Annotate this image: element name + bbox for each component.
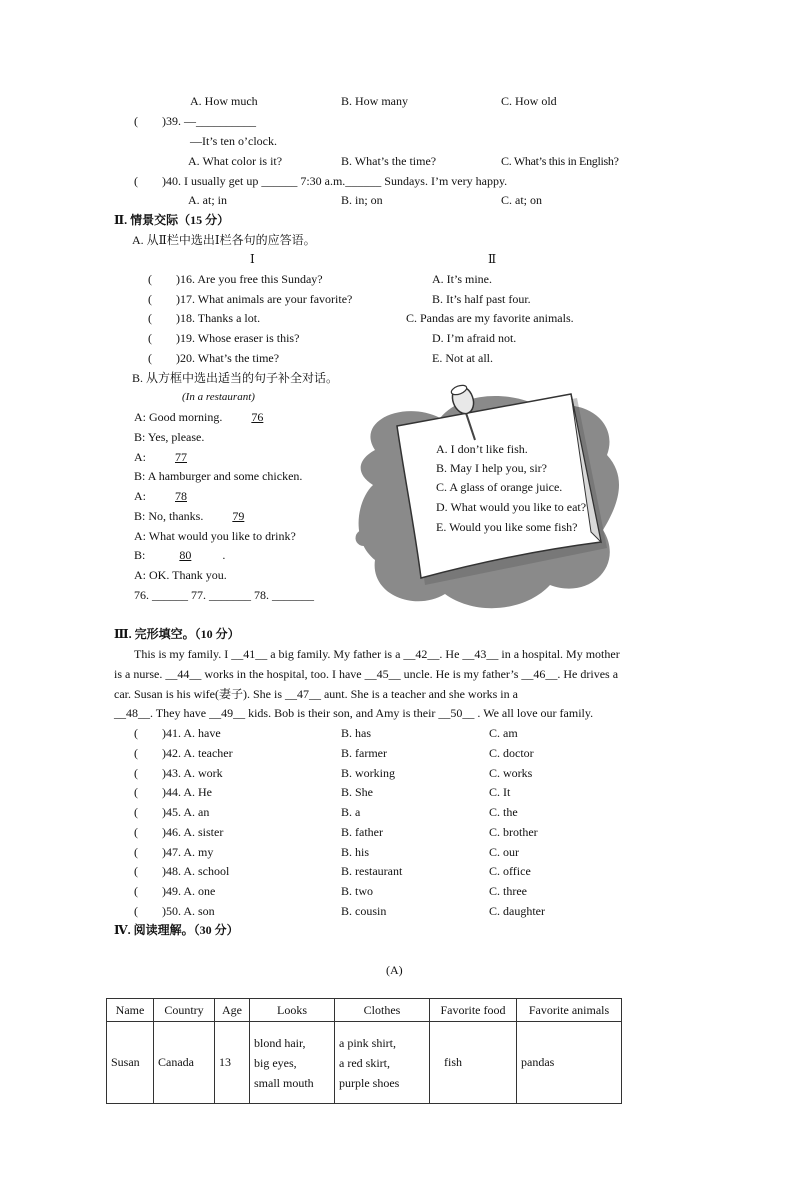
cloze-question: ( )50. A. son — [134, 904, 215, 918]
table-header: Age — [215, 999, 250, 1022]
table-cell-looks: blond hair, big eyes, small mouth — [250, 1022, 335, 1104]
section-4-title: Ⅳ. 阅读理解。（30 分） — [114, 923, 239, 937]
cloze-question: ( )46. A. sister — [134, 825, 224, 839]
cloze-option-b: B. his — [341, 845, 370, 859]
cloze-line: car. Susan is his wife(妻子). She is __47__ aunt. She is a teacher and she works in a — [114, 687, 518, 701]
q39-option-a: A. What color is it? — [188, 154, 283, 168]
table-header: Country — [154, 999, 215, 1022]
cloze-question: ( )42. A. teacher — [134, 746, 233, 760]
dialog-line: B: No, thanks. 79 — [134, 509, 270, 523]
q39-option-b: B. What’s the time? — [341, 154, 437, 168]
match-question: ( )17. What animals are your favorite? — [148, 292, 353, 306]
box-option: E. Would you like some fish? — [436, 520, 578, 534]
match-answer: A. It’s mine. — [432, 272, 492, 286]
match-question: ( )20. What’s the time? — [148, 351, 280, 365]
cloze-question: ( )45. A. an — [134, 805, 210, 819]
info-table — [106, 998, 622, 1104]
table-header: Looks — [250, 999, 335, 1022]
cloze-option-b: B. has — [341, 726, 371, 740]
dialog-line: A: OK. Thank you. — [134, 568, 227, 582]
q40-question: ( )40. I usually get up ______ 7:30 a.m.______ Sundays. I’m very happy. — [134, 174, 508, 188]
section-3-title: Ⅲ. 完形填空。（10 分） — [114, 627, 240, 641]
cloze-option-c: C. daughter — [489, 904, 545, 918]
match-question: ( )16. Are you free this Sunday? — [148, 272, 323, 286]
q38-option-a: A. How much — [190, 94, 258, 108]
table-cell-country: Canada — [154, 1022, 215, 1104]
dialog-line: A: 77 — [134, 450, 213, 464]
match-question: ( )19. Whose eraser is this? — [148, 331, 300, 345]
cloze-option-b: B. working — [341, 766, 395, 780]
q40-option-c: C. at; on — [501, 193, 542, 207]
table-header: Favorite animals — [517, 999, 622, 1022]
match-answer: D. I’m afraid not. — [432, 331, 517, 345]
dialog-line: B: A hamburger and some chicken. — [134, 469, 303, 483]
q39-reply: —It’s ten o’clock. — [190, 134, 277, 148]
cloze-question: ( )47. A. my — [134, 845, 214, 859]
box-option: D. What would you like to eat? — [436, 500, 587, 514]
table-cell-name: Susan — [107, 1022, 154, 1104]
section-2-title: Ⅱ. 情景交际（15 分） — [114, 213, 230, 227]
dialog-line: A: 78 — [134, 489, 213, 503]
q40-option-a: A. at; in — [188, 193, 227, 207]
section-2a-instruction: A. 从Ⅱ栏中选出Ⅰ栏各句的应答语。 — [132, 233, 316, 247]
cloze-question: ( )49. A. one — [134, 884, 216, 898]
dialog-blank: 78 — [175, 489, 187, 503]
cloze-option-c: C. works — [489, 766, 533, 780]
cloze-option-c: C. It — [489, 785, 511, 799]
cloze-option-b: B. cousin — [341, 904, 387, 918]
dialog-blank: 76 — [251, 410, 264, 424]
table-cell-food: fish — [430, 1022, 517, 1104]
cloze-question: ( )44. A. He — [134, 785, 212, 799]
cloze-line: This is my family. I __41__ a big family. My father is a __42__. He __43__ in a hospital. My mother — [134, 647, 620, 661]
cloze-line: is a nurse. __44__ works in the hospital, too. I have __45__ uncle. He is my father’s __46__. He drives a — [114, 667, 619, 681]
cloze-option-b: B. restaurant — [341, 864, 403, 878]
cloze-line: __48__. They have __49__ kids. Bob is their son, and Amy is their __50__ . We all love our family. — [114, 706, 594, 720]
table-header: Name — [107, 999, 154, 1022]
table-header: Favorite food — [430, 999, 517, 1022]
box-option: A. I don’t like fish. — [436, 442, 528, 456]
q39-option-c: C. What’s this in English? — [501, 154, 619, 168]
cloze-option-c: C. am — [489, 726, 518, 740]
table-cell-age: 13 — [215, 1022, 250, 1104]
match-answer: B. It’s half past four. — [432, 292, 531, 306]
cloze-option-c: C. doctor — [489, 746, 534, 760]
cloze-question: ( )41. A. have — [134, 726, 221, 740]
match-answer: E. Not at all. — [432, 351, 493, 365]
dialog-scene: (In a restaurant) — [182, 391, 255, 403]
match-question: ( )18. Thanks a lot. — [148, 311, 261, 325]
cloze-option-b: B. two — [341, 884, 374, 898]
match-answer: C. Pandas are my favorite animals. — [406, 311, 574, 325]
ink-splash-dot — [356, 530, 372, 546]
dialog-line: B: Yes, please. — [134, 430, 205, 444]
q38-option-c: C. How old — [501, 94, 557, 108]
cloze-option-b: B. She — [341, 785, 374, 799]
cloze-option-c: C. our — [489, 845, 519, 859]
passage-label: (A) — [386, 963, 403, 977]
dialog-blank: 77 — [175, 450, 187, 464]
column-2-heading: Ⅱ — [488, 252, 497, 266]
q39-question: ( )39. —__________ — [134, 114, 256, 128]
dialog-line: B: 80 . — [134, 548, 226, 562]
dialog-line: A: Good morning. 76 — [134, 410, 289, 424]
table-cell-animals: pandas — [517, 1022, 622, 1104]
box-option: C. A glass of orange juice. — [436, 480, 563, 494]
cloze-option-c: C. office — [489, 864, 531, 878]
column-1-heading: Ⅰ — [250, 252, 255, 266]
dialog-blank: 79 — [232, 509, 245, 523]
q40-option-b: B. in; on — [341, 193, 383, 207]
cloze-option-b: B. a — [341, 805, 361, 819]
cloze-option-b: B. father — [341, 825, 383, 839]
cloze-question: ( )48. A. school — [134, 864, 230, 878]
table-header-row — [107, 999, 622, 1022]
table-cell-clothes: a pink shirt, a red skirt, purple shoes — [335, 1022, 430, 1104]
cloze-option-c: C. brother — [489, 825, 538, 839]
cloze-option-b: B. farmer — [341, 746, 387, 760]
cloze-option-c: C. the — [489, 805, 518, 819]
cloze-question: ( )43. A. work — [134, 766, 223, 780]
dialog-blank: 80 — [179, 548, 192, 562]
box-option: B. May I help you, sir? — [436, 461, 547, 475]
dialog-line: A: What would you like to drink? — [134, 529, 296, 543]
table-header: Clothes — [335, 999, 430, 1022]
cloze-option-c: C. three — [489, 884, 527, 898]
section-2b-instruction: B. 从方框中选出适当的句子补全对话。 — [132, 371, 339, 385]
table-row — [107, 1022, 622, 1104]
answer-blanks: 76. ______ 77. _______ 78. _______ — [134, 588, 314, 602]
q38-option-b: B. How many — [341, 94, 408, 108]
